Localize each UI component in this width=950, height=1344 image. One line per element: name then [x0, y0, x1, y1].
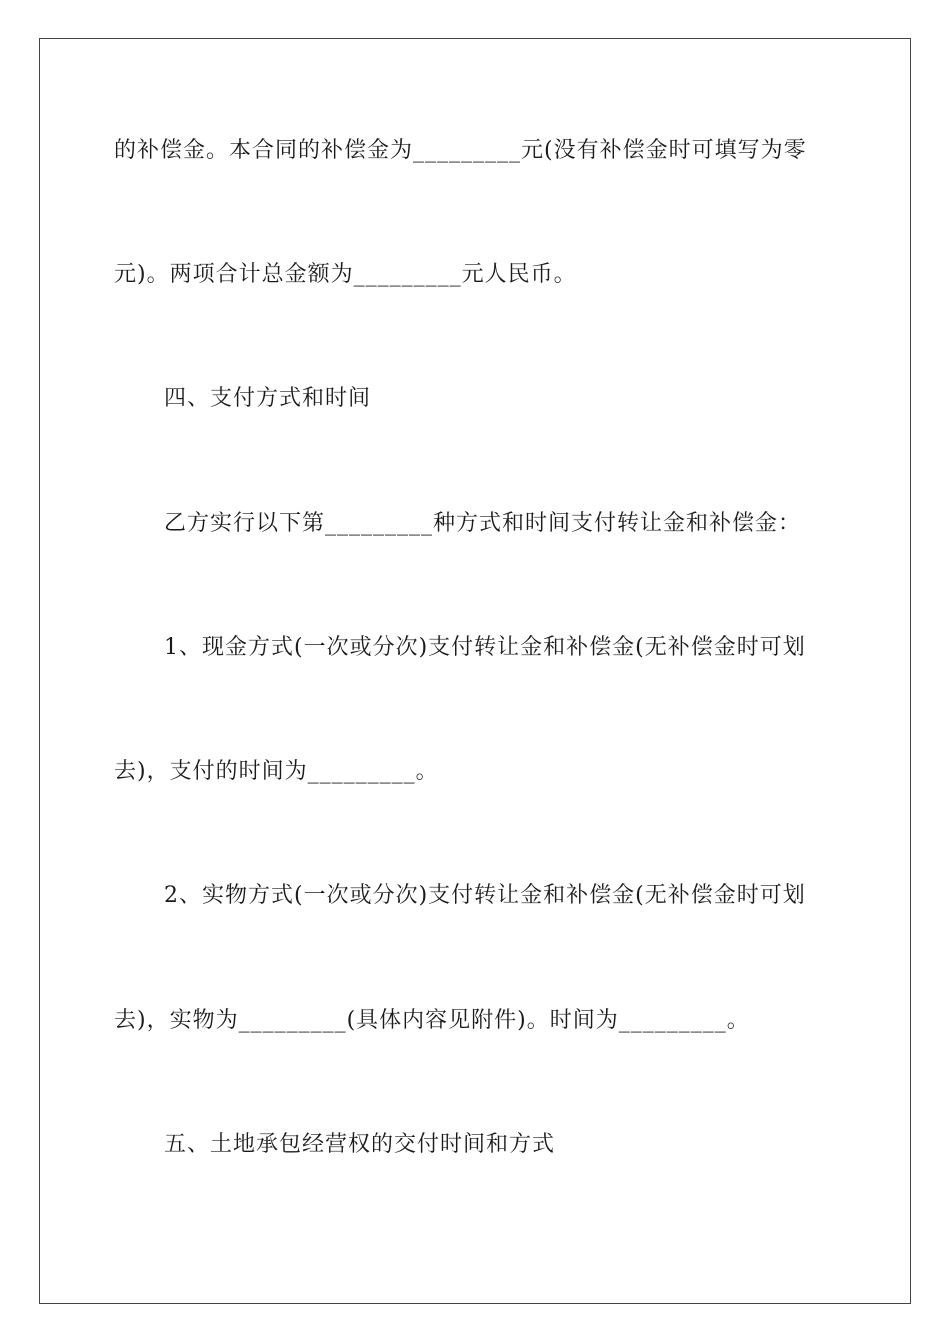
text-line-payment-choice: 乙方实行以下第_________种方式和时间支付转让金和补偿金：	[164, 511, 802, 536]
text-line-total-amount: 元)。两项合计总金额为_________元人民币。	[114, 262, 577, 287]
section-heading-payment: 四、支付方式和时间	[164, 386, 372, 411]
section-heading-delivery: 五、土地承包经营权的交付时间和方式	[164, 1132, 556, 1157]
page-frame	[39, 38, 911, 1304]
text-line-in-kind-payment: 2、实物方式(一次或分次)支付转让金和补偿金(无补偿金时可划	[164, 883, 806, 908]
text-line-cash-payment: 1、现金方式(一次或分次)支付转让金和补偿金(无补偿金时可划	[164, 635, 806, 660]
text-line-in-kind-payment-detail: 去)，实物为_________(具体内容见附件)。时间为_________。	[114, 1008, 750, 1033]
text-line-compensation-amount: 的补偿金。本合同的补偿金为_________元(没有补偿金时可填写为零	[114, 138, 807, 163]
text-line-cash-payment-time: 去)，支付的时间为_________。	[114, 759, 439, 784]
